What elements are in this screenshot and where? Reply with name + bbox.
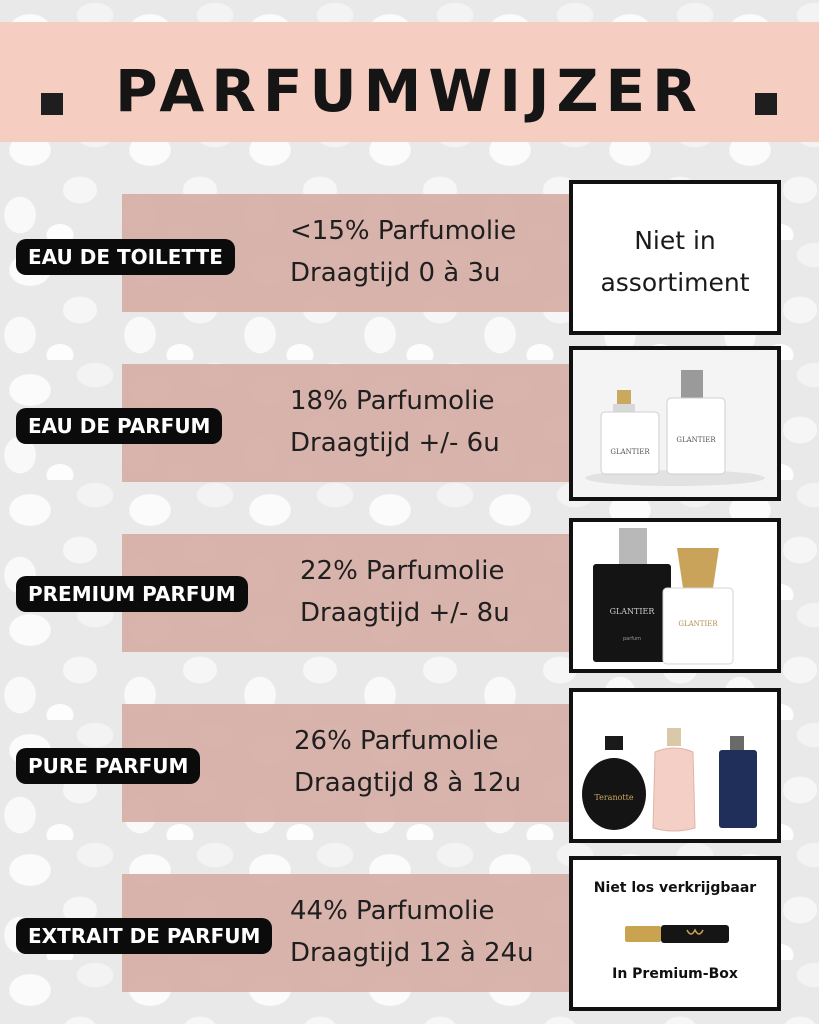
wear-time: Draagtijd 12 à 24u [290,938,534,968]
product-box [569,346,781,501]
band-text [290,890,560,974]
wear-time: Draagtijd 8 à 12u [294,768,522,798]
wear-time: Draagtijd +/- 6u [290,428,500,458]
product-box [569,688,781,843]
perfume-bottles-icon [573,522,777,669]
svg-text:parfum: parfum [622,636,642,642]
oil-percentage: 18% Parfumolie [290,386,495,416]
product-photo [573,692,777,839]
row-extrait-de-parfum [0,856,819,1016]
category-label: PREMIUM PARFUM [16,576,248,612]
oil-percentage: 44% Parfumolie [290,896,495,926]
category-label: EAU DE PARFUM [16,408,222,444]
square-bullet-icon [755,93,777,115]
svg-text:GLANTIER: GLANTIER [609,607,655,616]
product-box [569,180,781,335]
oil-percentage: 26% Parfumolie [294,726,499,756]
svg-text:GLANTIER: GLANTIER [678,620,718,628]
wear-time: Draagtijd 0 à 3u [290,258,501,288]
product-box [569,518,781,673]
perfume-vial-icon [623,922,731,946]
band-text [290,210,560,294]
page-title: PARFUMWIJZER [115,57,704,125]
category-label: PURE PARFUM [16,748,200,784]
row-eau-de-toilette [0,178,819,338]
row-premium-parfum [0,516,819,676]
oil-percentage: 22% Parfumolie [300,556,505,586]
category-label: EXTRAIT DE PARFUM [16,918,272,954]
premium-box-text: In Premium-Box [612,966,738,982]
category-label: EAU DE TOILETTE [16,239,235,275]
not-sold-separately-text: Niet los verkrijgbaar [593,880,757,896]
not-available-text: Niet in assortiment [600,226,750,297]
row-eau-de-parfum [0,346,819,506]
band-text [290,380,560,464]
band-text [294,720,564,804]
header-banner [0,22,819,142]
product-photo [573,522,777,669]
perfume-bottles-icon [573,350,777,497]
row-pure-parfum [0,686,819,846]
band-text [300,550,570,634]
oil-percentage: <15% Parfumolie [290,216,517,246]
svg-text:GLANTIER: GLANTIER [610,448,650,456]
product-photo [573,350,777,497]
product-box [569,856,781,1011]
wear-time: Draagtijd +/- 8u [300,598,510,628]
perfume-bottles-icon [573,692,777,839]
svg-text:GLANTIER: GLANTIER [676,436,716,444]
svg-text:Teranotte: Teranotte [594,793,634,802]
